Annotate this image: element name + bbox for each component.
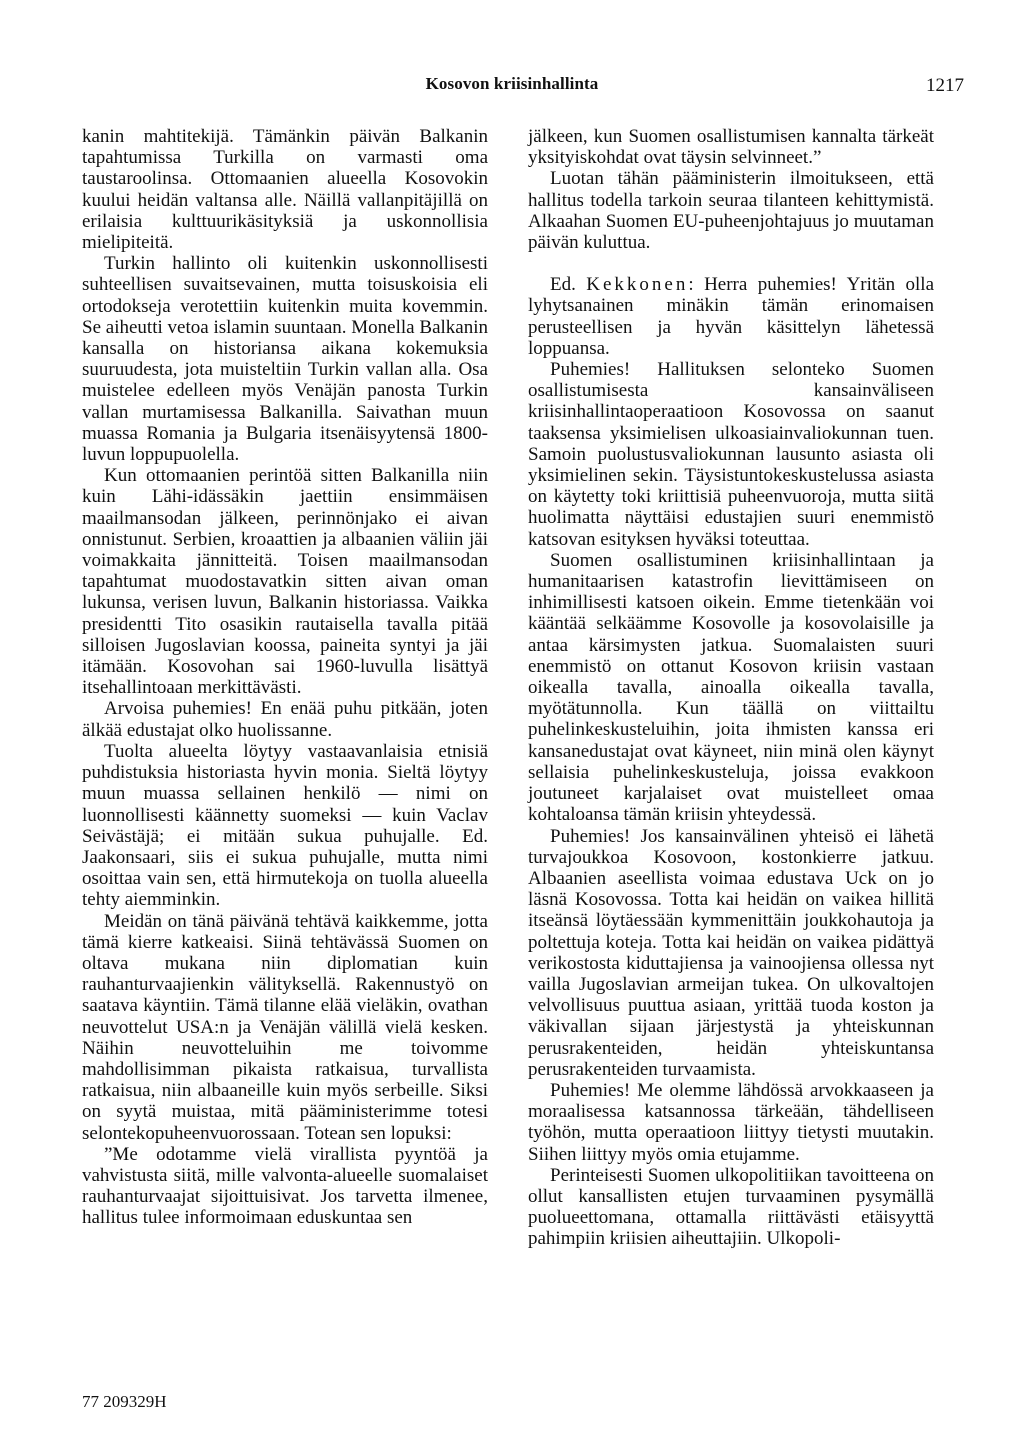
paragraph: Arvoisa puhemies! En enää puhu pitkään, joten älkää edustajat olko huolissanne.: [82, 698, 488, 741]
paragraph: Tuolta alueelta löytyy vastaavanlaisia etnisiä puhdistuksia historiasta hyvin monia. Sieltä löytyy muun muassa sellainen henkilö — nimi on luonnollisesti käännetty suomeksi — kuin Vaclav Seivästäjä; ei mitään sukua puhujalle. Ed. Jaakonsaari, siis ei sukua puhujalle, mutta nimi osoittaa vain sen, että hirmutekoja on tuolla alueella tehty aiemminkin.: [82, 740, 488, 911]
paragraph: Luotan tähän pääministerin ilmoitukseen, että hallitus todella tarkoin seuraa tilanteen kehittymistä. Alkaahan Suomen EU-puheenjohtajuus jo muutaman päivän kuluttua.: [528, 168, 934, 254]
paragraph: kanin mahtitekijä. Tämänkin päivän Balkanin tapahtumissa Turkilla on varmasti oma taustaroolinsa. Ottomaanien alueella Kosovokin kuului heidän valtansa alle. Näillä vallanpitäjillä on erilaisia kulttuurikäsityksiä ja uskonnollisia mielipiteitä.: [82, 126, 488, 254]
right-column: [528, 126, 934, 1250]
paragraph: jälkeen, kun Suomen osallistumisen kannalta tärkeät yksityiskohdat ovat täysin selvinneet.”: [528, 126, 934, 169]
running-title: Kosovon kriisinhallinta: [425, 74, 599, 93]
paragraph: Turkin hallinto oli kuitenkin uskonnollisesti suhteellisen suvaitsevainen, mutta toisuskoisia eli ortodokseja verotettiin kuitenkin muita kovemmin. Se aiheutti vetoa islamin suuntaan. Monella Balkanin kansalla on historiansa aikana kokemuksia suuruudesta, jota muisteltiin Turkin vallan alla. Osa muistelee edelleen myös Venäjän panosta Turkin vallan murtamisessa Balkanilla. Saivathan muun muassa Romania ja Bulgaria itsenäisyytensä 1800-luvun loppupuolella.: [82, 253, 488, 466]
paragraph: Puhemies! Jos kansainvälinen yhteisö ei lähetä turvajoukkoa Kosovoon, kostonkierre jatkuu. Albaanien aseellista voimaa edustava Uck on jo läsnä Kosovossa. Totta kai heidän on vaikea hillitä itseänsä löytäessään kymmenittäin joukkohautoja ja poltettuja koteja. Totta kai heidän on vaikea pidättyä verikostosta kiduttajiensa ja vainoojiensa ollessa nyt vailla Jugoslavian armeijan tukea. On ulkovaltojen velvollisuus puuttua asiaan, yrittää tuoda koston ja väkivallan sijaan järjestystä ja yhteiskunnan perusrakenteiden, heidän yhteiskuntansa perusrakenteiden turvaamista.: [528, 825, 934, 1080]
paragraph: Kun ottomaanien perintöä sitten Balkanilla niin kuin Lähi-idässäkin jaettiin ensimmäisen maailmansodan jälkeen, perinnönjako ei aivan onnistunut. Serbien, kroaattien ja albaanien väliin jäi voimakkaita jännitteitä. Toisen maailmansodan tapahtumat muodostavatkin sitten aivan oman lukunsa, verisen luvun, Balkanin historiassa. Vaikka presidentti Tito osasikin rautaisella tavalla pitää silloisen Jugoslavian koossa, paineita syntyi ja jäi itämään. Kosovohan sai 1960-luvulla lisättyä itsehallintoaan merkittävästi.: [82, 465, 488, 699]
quote-paragraph: ”Me odotamme vielä virallista pyyntöä ja vahvistusta siitä, mille valvonta-alueelle suomalaiset rauhanturvaajat sijoittuisivat. Jos tarvetta ilmenee, hallitus tulee informoimaan eduskuntaa sen: [82, 1143, 488, 1229]
speaker-text: : Herra puhemies! Yritän olla lyhytsanainen minäkin tämän erinomaisen perusteellisen ja hyvän käsittelyn lähetessä loppuansa.: [528, 274, 935, 359]
paragraph: Perinteisesti Suomen ulkopolitiikan tavoitteena on ollut kansallisten etujen turvaaminen pysymällä puolueettomana, ottamalla riittävästi etäisyyttä pahimpiin kriisien aiheuttajiin. Ulkopoli-: [528, 1164, 934, 1250]
paragraph: Puhemies! Hallituksen selonteko Suomen osallistumisesta kansainväliseen kriisinhallintaoperaatioon Kosovossa on saanut taaksensa yksimielisen ulkoasiainvaliokunnan tuen. Samoin puolustusvaliokunnan lausunto asiasta oli yksimielinen sekin. Täysistuntokeskustelussa asiasta on käytetty toki kriittisiä puheenvuoroja, mutta siitä huolimatta näyttäisi edustajien suuri enemmistö katsovan esityksen hyväksi toteuttaa.: [528, 359, 934, 550]
paragraph: Meidän on tänä päivänä tehtävä kaikkemme, jotta tämä kierre katkeaisi. Siinä tehtävässä Suomen on oltava mukana niin diplomatian kuin rauhanturvaajienkin välityksellä. Rakennustyö on saatava käyntiin. Tämä tilanne elää vieläkin, ovathan neuvottelut USA:n ja Venäjän välillä vielä kesken. Näihin neuvotteluihin me toivomme mahdollisimman pikaista ratkaisua, turvallista ratkaisua, niin albaaneille kuin myös serbeille. Siksi on syytä muistaa, mitä pääministerimme totesi selontekopuheenvuorossaan. Totean sen lopuksi:: [82, 910, 488, 1144]
left-column: [82, 126, 488, 1229]
footer-code: 77 209329H: [82, 1392, 167, 1411]
speaker-prefix: Ed.: [550, 274, 576, 296]
speaker-paragraph: [528, 274, 934, 359]
page-number: 1217: [926, 75, 964, 96]
paragraph: Puhemies! Me olemme lähdössä arvokkaaseen ja moraalisessa katsannossa tärkeään, tähdelliseen työhön, mutta operaatioon liittyy tietysti muutakin. Siihen liittyy myös omia etujamme.: [528, 1079, 934, 1165]
speaker-name: Kekkonen: [586, 274, 689, 296]
paragraph: Suomen osallistuminen kriisinhallintaan ja humanitaarisen katastrofin lievittämiseen on inhimillisesti katsoen oikein. Emme tietenkään voi kääntää selkäämme Kosovolle ja kosovolaisille ja antaa kärsimysten jatkua. Suomalaisten suuri enemmistö on ottanut Kosovon kriisin vastaan oikealla tavalla, ainoalla oikealla tavalla, myötätunnolla. Kun täällä on viittailtu puhelinkeskusteluihin, joita ihmisten kanssa eri kansanedustajat ovat käyneet, niin minä olen käynyt sellaisia puhelinkeskusteluja, joissa evakkoon joutuneet karjalaiset ovat muistelleet omaa kohtaloansa tämän kriisin yhteydessä.: [528, 549, 934, 826]
